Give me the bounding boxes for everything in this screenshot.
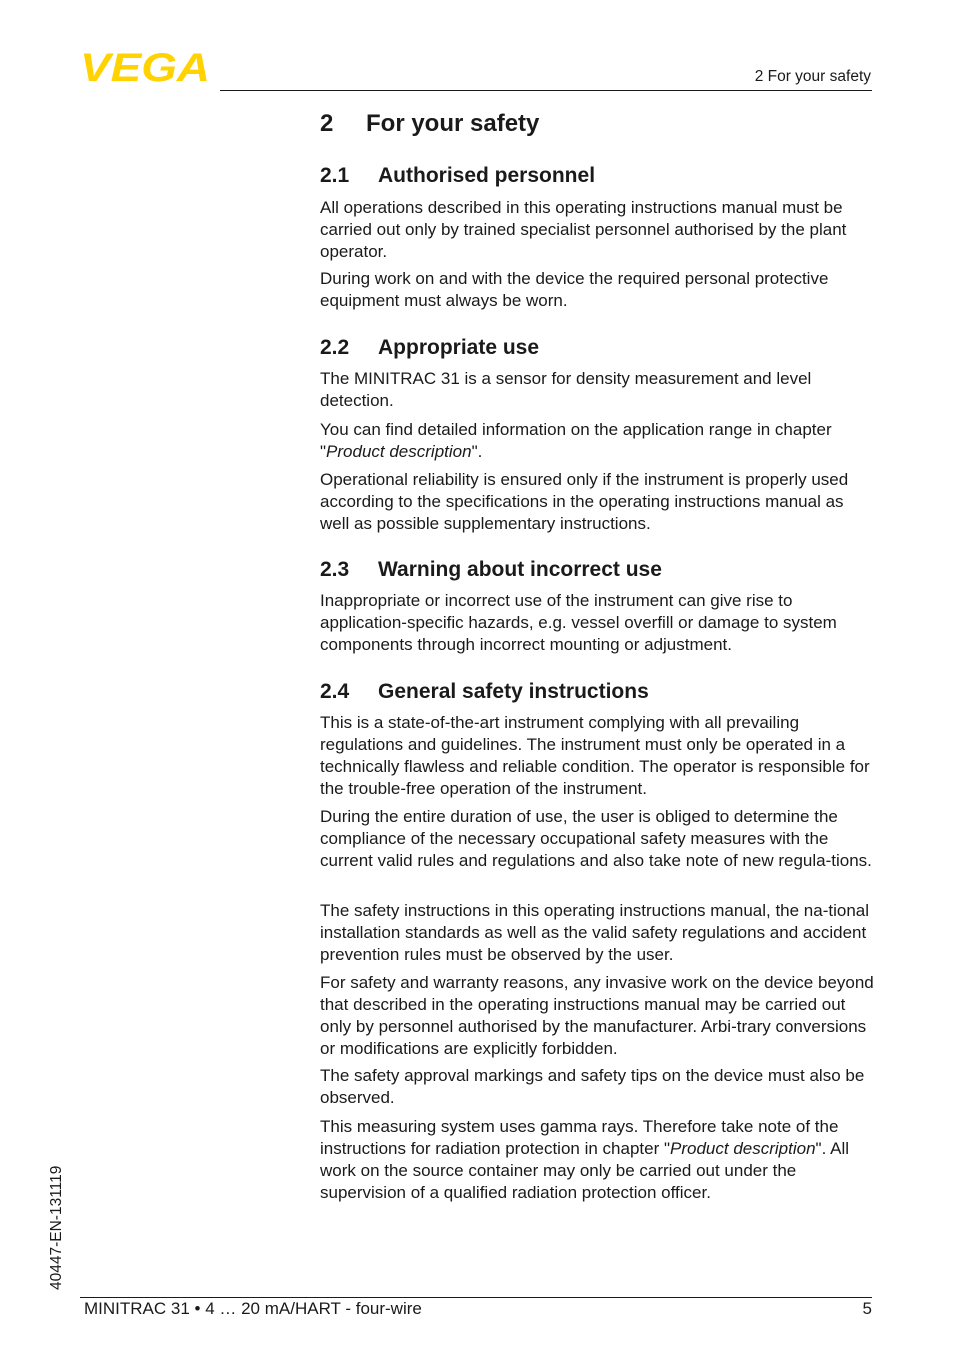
paragraph: Inappropriate or incorrect use of the instrument can give rise to application-specific hazards, e.g. vessel overfill or damage to system components through incorrect mounting or adjustment. [320,591,837,654]
paragraph: The safety approval markings and safety tips on the device must also be observed. [320,1066,865,1107]
paragraph: During the entire duration of use, the user is obliged to determine the compliance of the necessary occupational safety measures with the current valid rules and regulations and also take note of new regula-tions. [320,807,872,870]
running-head: 2 For your safety [754,68,871,85]
chapter-reference: Product description [670,1138,816,1158]
section-heading-2-3 [320,558,662,582]
paragraph: For safety and warranty reasons, any invasive work on the device beyond that described in the operating instructions manual may be carried out only by personnel authorised by the manufacturer. Arbi-trary conversions or modifications are explicitly forbidden. [320,973,874,1058]
page-number: 5 [862,1299,872,1318]
paragraph: During work on and with the device the required personal protective equipment must always be worn. [320,269,829,310]
paragraph: This is a state-of-the-art instrument complying with all prevailing regulations and guidelines. The instrument must only be operated in a technically flawless and reliable condition. The operator is responsible for the trouble-free operation of the instrument. [320,713,870,798]
paragraph: The MINITRAC 31 is a sensor for density measurement and level detection. [320,369,812,410]
section-title: Warning about incorrect use [378,558,662,581]
section-number: 2.1 [320,164,350,187]
logo-wordmark: VEGA [80,50,210,84]
section-number: 2.3 [320,558,350,581]
chapter-title-text: For your safety [366,110,540,137]
paragraph: The safety instructions in this operating instructions manual, the na-tional installation standards as well as the valid safety regulations and accident prevention rules must be observed by the user. [320,901,870,964]
section-number: 2.2 [320,336,350,359]
section-title: Authorised personnel [378,164,596,187]
section-heading-2-1 [320,164,595,188]
section-number: 2.4 [320,680,350,703]
section-heading-2-2 [320,336,539,360]
chapter-title [320,110,539,138]
paragraph: All operations described in this operating instructions manual must be carried out only by trained specialist personnel authorised by the plant operator. [320,198,847,261]
header-rule [220,90,872,91]
section-title: General safety instructions [378,680,649,703]
paragraph: This measuring system uses gamma rays. Therefore take note of the instructions for radiation protection in chapter "Product description". All work on the source container may only be carried out under the supervision of a qualified radiation protection officer. [320,1117,849,1202]
footer-rule [80,1297,872,1298]
document-code: 40447-EN-131119 [48,1165,65,1290]
chapter-number: 2 [320,110,334,137]
paragraph: You can find detailed information on the application range in chapter "Product description". [320,420,832,461]
section-heading-2-4 [320,680,649,704]
vega-logo [80,50,212,84]
paragraph: Operational reliability is ensured only if the instrument is properly used according to the specifications in the operating instructions manual as well as possible supplementary instructions. [320,470,849,533]
chapter-reference: Product description [326,441,472,461]
section-title: Appropriate use [378,336,540,359]
footer-product: MINITRAC 31 • 4 … 20 mA/HART - four-wire [84,1299,422,1318]
